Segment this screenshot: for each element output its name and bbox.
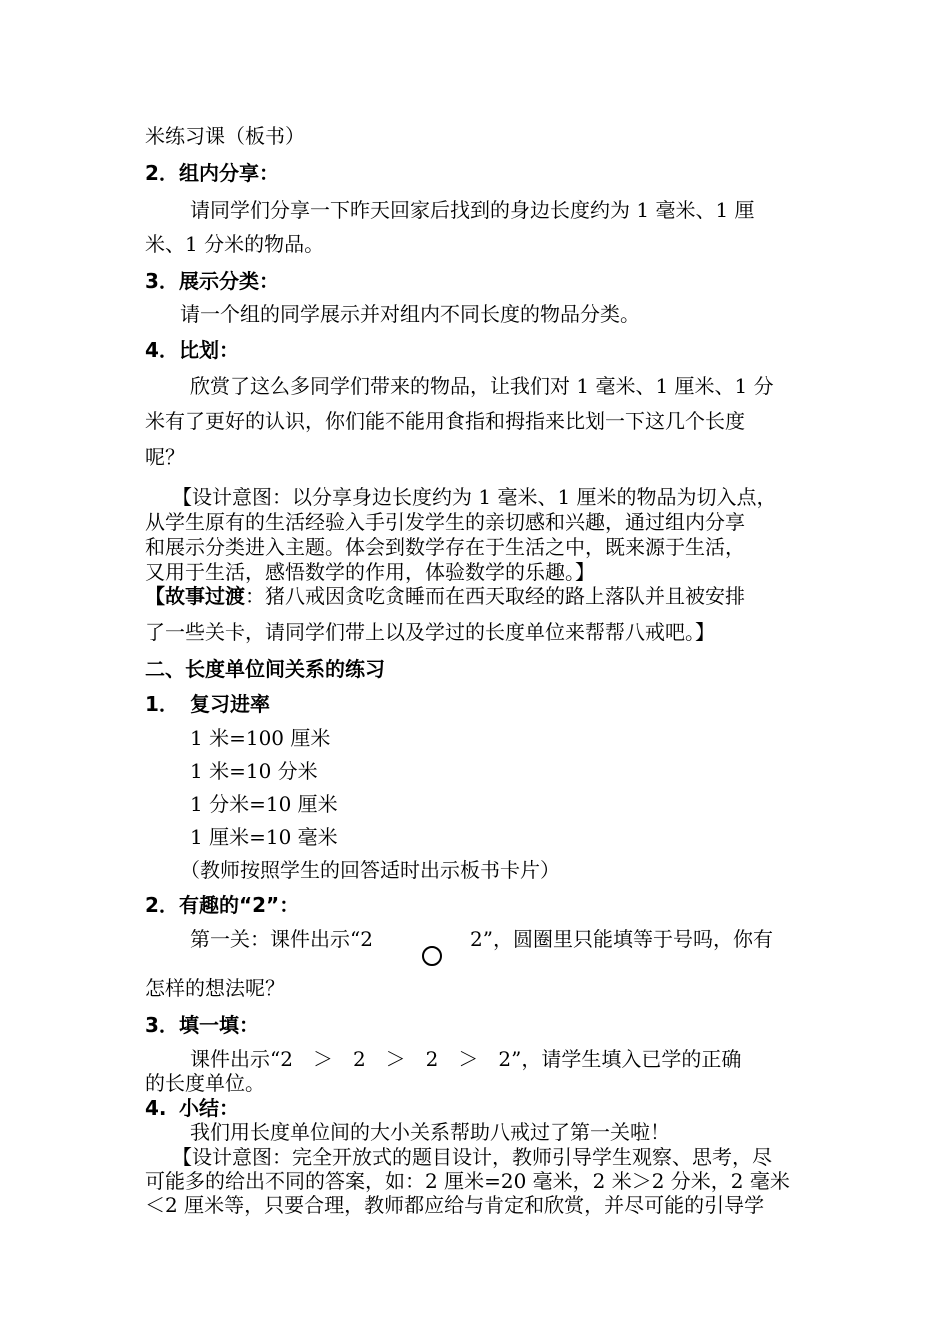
heading-text: 有趣的“2”： xyxy=(179,893,300,917)
heading-number: 3． xyxy=(145,1013,179,1037)
text-line: 请一个组的同学展示并对组内不同长度的物品分类。 xyxy=(180,302,640,326)
design-intent-line: 又用于生活，感悟数学的作用，体验数学的乐趣。】 xyxy=(145,560,595,584)
design-intent-line: 可能多的给出不同的答案，如：2 厘米=20 毫米，2 米＞2 分米，2 毫米 xyxy=(145,1169,790,1193)
text-line: 米练习课（板书） xyxy=(145,124,305,148)
design-intent-line: ＜2 厘米等，只要合理，教师都应给与肯定和欣赏，并尽可能的引导学 xyxy=(145,1193,765,1217)
conversion-line: 1 米=10 分米 xyxy=(190,759,318,783)
text-line: 我们用长度单位间的大小关系帮助八戒过了第一关啦！ xyxy=(190,1120,670,1144)
text-line: 请同学们分享一下昨天回家后找到的身边长度约为 1 毫米、1 厘 xyxy=(190,198,755,222)
text-line: 的长度单位。 xyxy=(145,1071,265,1095)
heading-text: 复习进率 xyxy=(190,692,270,716)
heading-number: 2． xyxy=(145,161,179,185)
design-intent-line: 【设计意图：以分享身边长度约为 1 毫米、1 厘米的物品为切入点， xyxy=(172,485,777,509)
heading-text: 组内分享： xyxy=(179,161,279,185)
heading-interesting-2 xyxy=(145,891,299,919)
text-line: 怎样的想法呢？ xyxy=(145,976,285,1000)
story-label: 【故事过渡 xyxy=(145,584,245,608)
heading-review-rates xyxy=(145,690,270,718)
heading-number: 1． xyxy=(145,692,179,716)
text-line: 米有了更好的认识，你们能不能用食指和拇指来比划一下这几个长度 xyxy=(145,409,745,433)
heading-gesture xyxy=(145,336,239,364)
text-line: 欣赏了这么多同学们带来的物品，让我们对 1 毫米、1 厘米、1 分 xyxy=(190,374,774,398)
heading-group-share xyxy=(145,159,279,187)
story-transition-line: 了一些关卡，请同学们带上以及学过的长度单位来帮帮八戒吧。】 xyxy=(145,620,715,644)
story-text: ：猪八戒因贪吃贪睡而在西天取经的路上落队并且被安排 xyxy=(245,584,745,608)
conversion-line: 1 分米=10 厘米 xyxy=(190,792,338,816)
heading-text: 展示分类： xyxy=(179,269,279,293)
heading-text: 比划： xyxy=(179,338,239,362)
text-line: 2”，圆圈里只能填等于号吗，你有 xyxy=(470,927,773,951)
text-line: （教师按照学生的回答适时出示板书卡片） xyxy=(180,858,560,882)
design-intent-line: 和展示分类进入主题。体会到数学存在于生活之中，既来源于生活， xyxy=(145,535,745,559)
heading-number: 2． xyxy=(145,893,179,917)
design-intent-line: 从学生原有的生活经验入手引发学生的亲切感和兴趣，通过组内分享 xyxy=(145,510,745,534)
heading-classify xyxy=(145,267,279,295)
section-heading: 二、长度单位间关系的练习 xyxy=(145,657,385,681)
heading-text: 填一填： xyxy=(179,1013,259,1037)
heading-number: 4. xyxy=(145,1096,167,1120)
heading-text: 小结： xyxy=(179,1096,239,1120)
text-line: 米、1 分米的物品。 xyxy=(145,232,325,256)
text-line: 课件出示“2 ＞ 2 ＞ 2 ＞ 2”，请学生填入已学的正确 xyxy=(190,1047,742,1071)
heading-number: 3． xyxy=(145,269,179,293)
conversion-line: 1 厘米=10 毫米 xyxy=(190,825,338,849)
design-intent-line: 【设计意图：完全开放式的题目设计，教师引导学生观察、思考，尽 xyxy=(172,1145,772,1169)
conversion-line: 1 米=100 厘米 xyxy=(190,726,331,750)
blank-circle-icon xyxy=(422,946,442,966)
text-line: 第一关：课件出示“2 xyxy=(190,927,373,951)
heading-number: 4． xyxy=(145,338,179,362)
text-line: 呢？ xyxy=(145,445,185,469)
heading-fill-in xyxy=(145,1011,259,1039)
story-transition-line xyxy=(145,582,745,610)
